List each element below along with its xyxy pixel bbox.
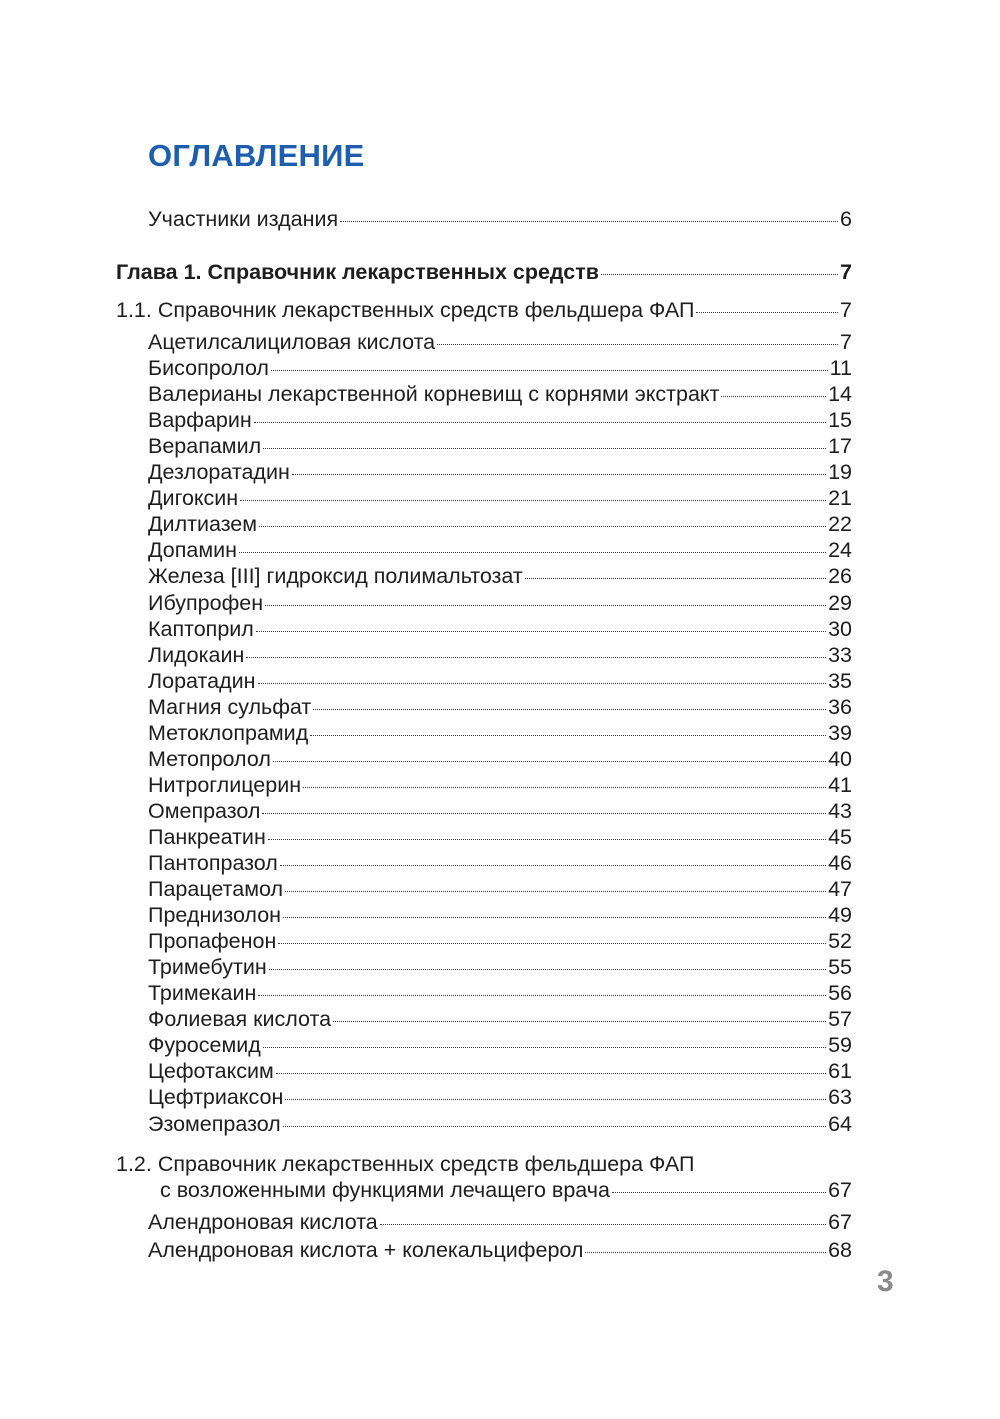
toc-entry-label: Нитроглицерин [148,772,302,797]
dot-leader [259,526,826,527]
toc-entry-intro[interactable] [148,206,852,232]
toc-entry[interactable] [148,407,852,433]
toc-entry-label: Тримебутин [148,955,267,980]
toc-entry-label: Фуросемид [148,1033,261,1058]
dot-leader [258,995,826,996]
toc-entry-page: 24 [828,538,852,563]
toc-entry-label: Фолиевая кислота [148,1007,332,1032]
dot-leader [601,274,838,275]
toc-entry-page: 67 [828,1210,852,1234]
toc-entry-label: Цефотаксим [148,1059,274,1084]
toc-entry-label: Варфарин [148,408,252,433]
toc-entry-label: Глава 1. Справочник лекарственных средств [116,260,599,284]
toc-entry-page: 19 [828,460,852,485]
page-number: 3 [877,1265,894,1298]
toc-entry[interactable] [148,355,852,381]
toc-entry-page: 17 [828,434,852,459]
toc-entry[interactable] [148,668,852,694]
dot-leader [585,1252,826,1253]
dot-leader [263,1047,826,1048]
toc-entry-section-1-1[interactable] [116,297,852,323]
toc-entry[interactable] [148,876,852,902]
dot-leader [263,448,826,449]
toc-entry-label: Бисопролол [148,356,269,381]
toc-entry-label [116,1152,695,1203]
toc-entry-page: 30 [828,616,852,641]
toc-entry-label: Дигоксин [148,486,239,511]
toc-entry-page: 64 [828,1111,852,1136]
toc-entry-page: 40 [828,746,852,771]
dot-leader [254,422,826,423]
toc-entry-page: 67 [828,1178,852,1202]
toc-entry-page: 61 [828,1059,852,1084]
toc-entry-label: Допамин [148,538,238,563]
dot-leader [276,1073,826,1074]
toc-entry[interactable] [148,798,852,824]
toc-entry[interactable] [148,642,852,668]
toc-entry[interactable] [148,1058,852,1084]
dot-leader [696,312,838,313]
toc-entry-label: Лоратадин [148,668,256,693]
toc-entry-label: Лидокаин [148,642,245,667]
dot-leader [246,657,826,658]
dot-leader [612,1192,826,1193]
toc-entry-page: 7 [840,260,852,284]
dot-leader [721,396,826,397]
toc-entry-page: 14 [828,382,852,407]
toc-entry[interactable] [148,1006,852,1032]
toc-entry-label: Дезлоратадин [148,460,290,485]
toc-entry-page: 46 [828,851,852,875]
toc-entry-page: 45 [828,824,852,849]
dot-leader [310,735,826,736]
dot-leader [273,761,826,762]
toc-entry-page: 47 [828,877,852,902]
toc-entry-page: 57 [828,1007,852,1032]
toc-entry-label-line1: 1.2. Справочник лекарственных средств фельдшера ФАП [116,1152,695,1176]
toc-entry[interactable] [148,459,852,485]
toc-entry-label: Эзомепразол [148,1111,281,1136]
toc-entry-page: 29 [828,590,852,615]
toc-entry-label: Алендроновая кислота + колекальциферол [148,1238,584,1262]
dot-leader [525,578,826,579]
toc-entry-section-1-2[interactable] [116,1152,852,1203]
toc-entry[interactable] [148,902,852,928]
toc-entry-label-line2: с возложенными функциями лечащего врача [160,1178,610,1202]
toc-entry[interactable] [148,511,852,537]
toc-entry-page: 11 [829,356,852,381]
toc-entry[interactable] [148,1111,852,1137]
toc-entry[interactable] [148,563,852,589]
toc-entry-page: 22 [828,512,852,537]
toc-entry-page: 26 [828,564,852,589]
toc-entry-label: Тримекаин [148,981,257,1006]
dot-leader [280,865,826,866]
toc-entry-label: Алендроновая кислота [148,1210,378,1234]
dot-leader [292,474,826,475]
toc-entry[interactable] [148,954,852,980]
toc-entry[interactable] [148,772,852,798]
toc-entry-page: 36 [828,694,852,719]
dot-leader [256,631,826,632]
toc-entry-page: 49 [828,903,852,928]
toc-entry-page: 59 [828,1033,852,1058]
dot-leader [437,344,838,345]
toc-entry[interactable] [148,537,852,563]
toc-entry[interactable] [148,928,852,954]
toc-entry-label: Верапамил [148,434,262,459]
dot-leader [240,500,826,501]
toc-entry-label: Парацетамол [148,877,284,902]
toc-entry-page: 55 [828,955,852,980]
dot-leader [313,709,826,710]
toc-entry[interactable] [148,433,852,459]
dot-leader [340,221,838,222]
toc-entry-label: Валерианы лекарственной корневищ с корнями экстракт [148,382,720,407]
toc-entry[interactable] [148,616,852,642]
dot-leader [268,839,826,840]
toc-entry-label: Метопролол [148,746,271,771]
toc-entry[interactable] [148,980,852,1006]
toc-entry[interactable] [148,381,852,407]
toc-title: ОГЛАВЛЕНИЕ [148,138,365,173]
toc-entry[interactable] [148,590,852,616]
toc-entry-page: 33 [828,642,852,667]
toc-entry-label: Пантопразол [148,851,278,875]
toc-entry[interactable] [148,850,852,876]
toc-entry-page: 7 [840,298,852,322]
dot-leader [239,552,826,553]
toc-entry[interactable] [148,485,852,511]
toc-entry-label: Ацетилсалициловая кислота [148,330,436,354]
toc-entry-label: Дилтиазем [148,512,258,537]
toc-entry-label: Омепразол [148,798,261,823]
toc-entry-page: 39 [828,720,852,745]
toc-entry-page: 35 [828,668,852,693]
toc-entry[interactable] [148,1084,852,1110]
toc-entry-label: Панкреатин [148,824,266,849]
dot-leader [262,813,826,814]
toc-entry-page: 41 [828,772,852,797]
toc-entry[interactable] [148,1237,852,1263]
toc-entry[interactable] [148,746,852,772]
toc-entry[interactable] [148,1209,852,1235]
dot-leader [258,683,827,684]
dot-leader [285,1099,826,1100]
toc-entry-page: 68 [828,1238,852,1262]
toc-entry-label: Железа [III] гидроксид полимальтозат [148,564,523,589]
toc-entry-page: 52 [828,929,852,954]
toc-entry-page: 43 [828,798,852,823]
toc-entry[interactable] [148,720,852,746]
toc-entry-page: 56 [828,981,852,1006]
toc-entry[interactable] [148,329,852,355]
toc-entry-label: Участники издания [148,207,339,231]
toc-entry[interactable] [148,824,852,850]
toc-entry-label: Метоклопрамид [148,720,309,745]
dot-leader [303,787,826,788]
toc-entry-label: Пропафенон [148,929,277,954]
toc-entry-chapter-1[interactable] [116,259,852,285]
toc-entry-page: 7 [840,330,852,354]
toc-entry-label: Магния сульфат [148,694,312,719]
dot-leader [283,1126,826,1127]
toc-entry[interactable] [148,1032,852,1058]
toc-entry-label: Ибупрофен [148,590,264,615]
dot-leader [265,605,826,606]
toc-entry[interactable] [148,694,852,720]
toc-entry-page: 21 [828,486,852,511]
dot-leader [278,943,826,944]
toc-entry-label: Преднизолон [148,903,282,928]
dot-leader [271,370,828,371]
dot-leader [333,1021,826,1022]
dot-leader [380,1224,826,1225]
toc-entry-label: Каптоприл [148,616,254,641]
toc-entry-page: 6 [840,207,852,231]
dot-leader [285,891,826,892]
dot-leader [269,969,826,970]
toc-entry-page: 63 [828,1085,852,1110]
toc-entry-label: Цефтриаксон [148,1085,284,1110]
dot-leader [283,917,826,918]
toc-entry-label: 1.1. Справочник лекарственных средств фельдшера ФАП [116,298,695,322]
toc-entry-page: 15 [828,408,852,433]
